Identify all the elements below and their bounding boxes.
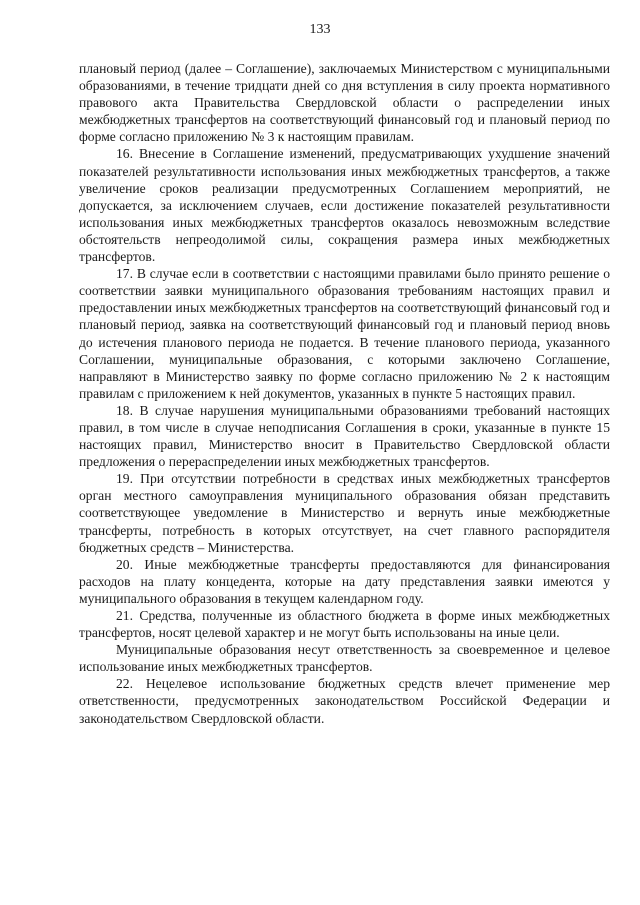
paragraph-responsibility: Муниципальные образования несут ответственность за своевременное и целевое использование иных межбюджетных трансфертов. (79, 642, 610, 675)
paragraph-continuation: плановый период (далее – Соглашение), заключаемых Министерством с муниципальными образованиями, в течение тридцати дней со дня вступления в силу проекта нормативного правового акта Правительства Свердловской области о распределении иных межбюджетных трансфертов на соответствующий финансовый год и плановый период по форме согласно приложению № 3 к настоящим правилам. (79, 61, 610, 145)
paragraph-item-17: 17. В случае если в соответствии с настоящими правилами было принято решение о соответствии заявки муниципального образования требованиям настоящих правил и предоставлении иных межбюджетных трансфертов на соответствующий финансовый год и плановый период, заявка на соответствующий финансовый год и плановый период вновь до истечения планового периода не подается. В течение планового периода, указанного Соглашении, муниципальные образования, с которыми заключено Соглашение, направляют в Министерство заявку по форме согласно приложению № 2 к настоящим правилам с приложением к ней документов, указанных в пункте 5 настоящих правил. (79, 266, 610, 401)
paragraph-item-18: 18. В случае нарушения муниципальными образованиями требований настоящих правил, в том числе в случае неподписания Соглашения в сроки, указанные в пункте 15 настоящих правил, Министерство вносит в Правительство Свердловской области предложения о перераспределении иных межбюджетных трансфертов. (79, 402, 610, 470)
paragraph-item-16: 16. Внесение в Соглашение изменений, предусматривающих ухудшение значений показателей результативности использования иных межбюджетных трансфертов, а также увеличение сроков реализации предусмотренных Соглашением мероприятий, не допускается, за исключением случаев, если достижение показателей результативности использования иных межбюджетных трансфертов оказалось невозможным вследствие обстоятельств непреодолимой силы, сокращения размера иных межбюджетных трансфертов. (79, 146, 610, 265)
paragraph-item-19: 19. При отсутствии потребности в средствах иных межбюджетных трансфертов орган местного самоуправления муниципального образования обязан представить соответствующее уведомление в Министерство и вернуть иные межбюджетные трансферты, потребность в которых отсутствует, на счет главного распорядителя бюджетных средств – Министерства. (79, 471, 610, 555)
paragraph-item-20: 20. Иные межбюджетные трансферты предоставляются для финансирования расходов на плату концедента, которые на дату представления заявки имеются у муниципального образования в текущем календарном году. (79, 556, 610, 606)
document-body (79, 60, 610, 727)
page-number: 133 (309, 22, 331, 37)
paragraph-item-22: 22. Нецелевое использование бюджетных средств влечет применение мер ответственности, предусмотренных законодательством Российской Федерации и законодательством Свердловской области. (79, 676, 610, 726)
paragraph-item-21: 21. Средства, полученные из областного бюджета в форме иных межбюджетных трансфертов, носят целевой характер и не могут быть использованы на иные цели. (79, 608, 610, 641)
